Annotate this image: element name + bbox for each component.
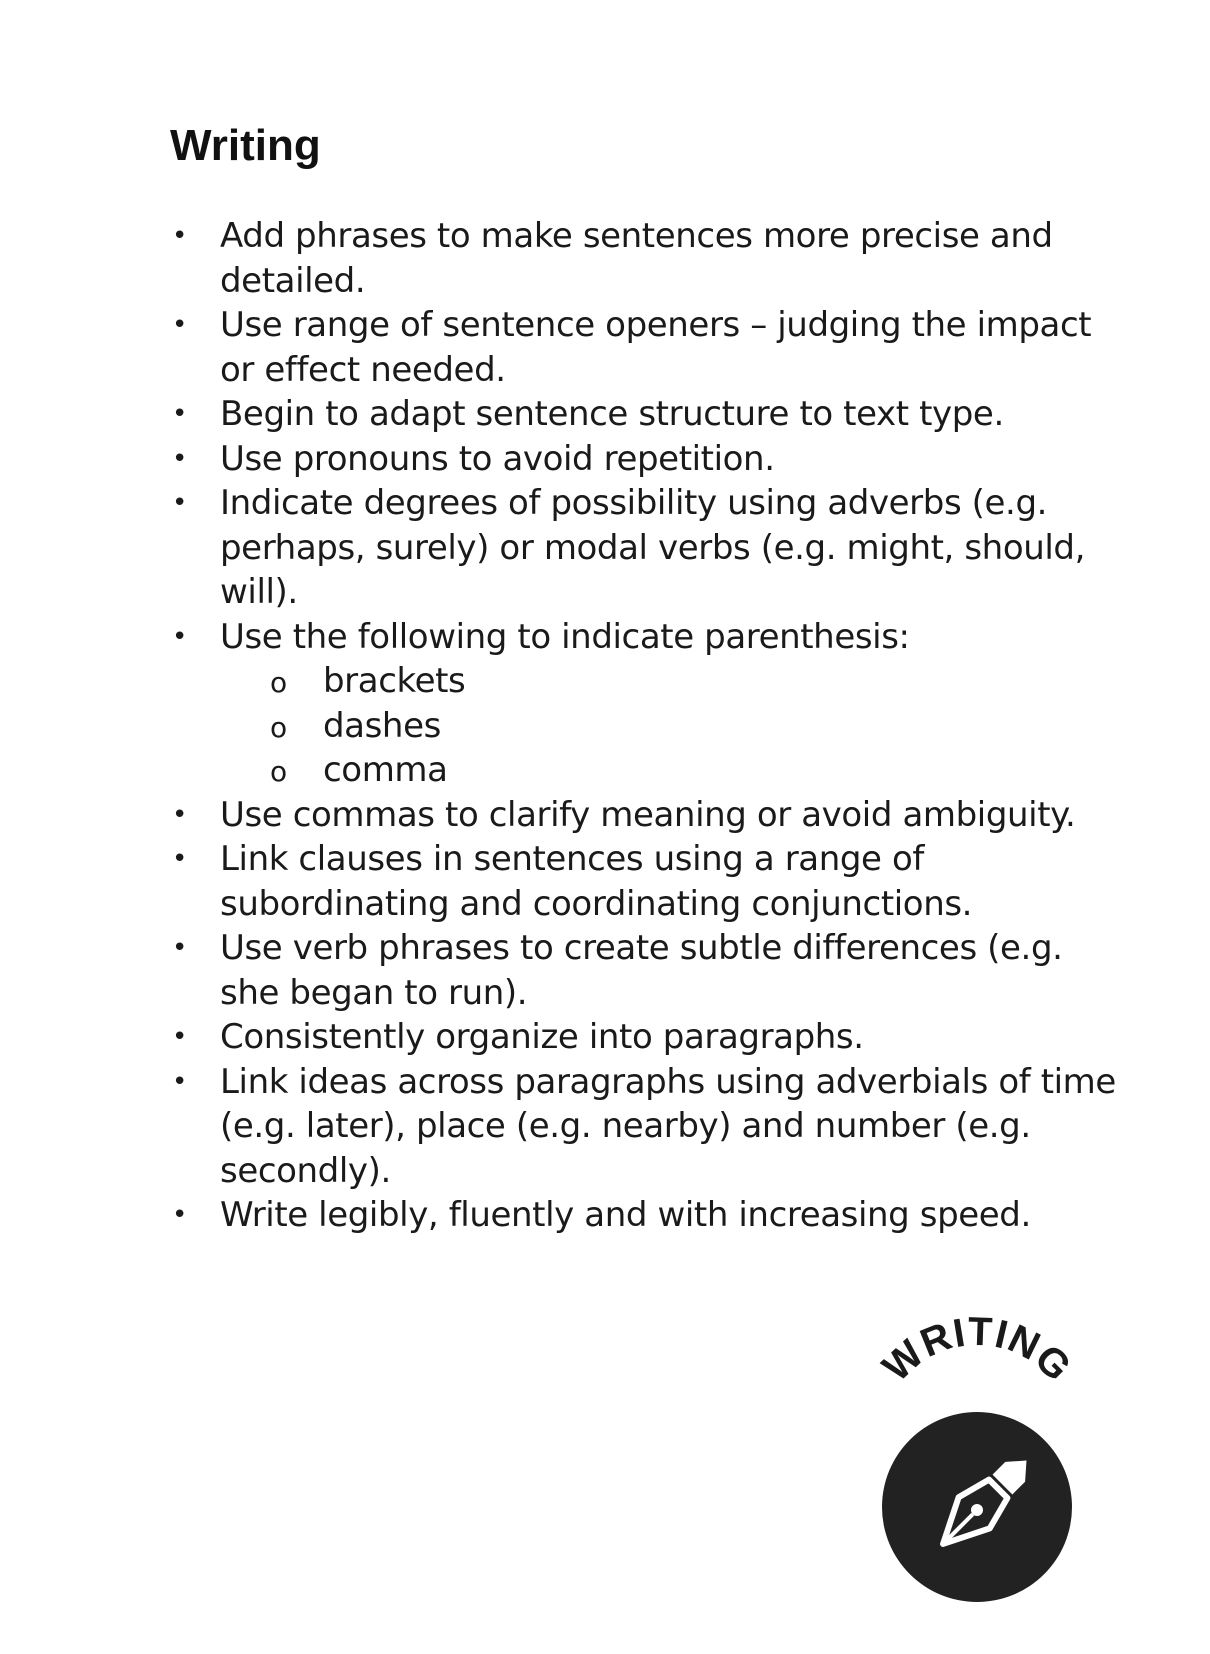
bullet-marker: • [172, 1200, 187, 1230]
list-item-text: Write legibly, fluently and with increasing speed. [220, 1195, 1031, 1235]
list-item-text: Use commas to clarify meaning or avoid ambiguity. [220, 794, 1076, 835]
sub-list-item [220, 748, 1130, 793]
list-item-text: Link ideas across paragraphs using adverbials of time (e.g. later), place (e.g. nearby) and number (e.g. secondly). [220, 1061, 1116, 1191]
list-item [170, 1015, 1130, 1060]
list-item [170, 437, 1130, 482]
sub-list-item-text: comma [323, 750, 448, 790]
list-item-text: Use range of sentence openers – judging the impact or effect needed. [220, 305, 1092, 390]
list-item [170, 837, 1130, 926]
bullet-marker: • [172, 221, 187, 251]
bullet-marker: • [172, 844, 187, 874]
bullet-marker: • [172, 1066, 187, 1097]
sub-list-item [220, 659, 1130, 704]
list-item [170, 1060, 1130, 1194]
list-item [170, 926, 1130, 1015]
bullet-marker: • [172, 443, 187, 474]
sub-bullet-marker: o [270, 666, 287, 699]
sub-bullet-marker: o [270, 755, 287, 788]
list-item-text: Use verb phrases to create subtle differences (e.g. she began to run). [220, 928, 1063, 1013]
sub-list-item [220, 704, 1130, 749]
bullet-marker: • [172, 799, 187, 830]
sub-list-item-text: dashes [323, 705, 441, 746]
sub-list [220, 659, 1130, 793]
list-item-text: Link clauses in sentences using a range of subordinating and coordinating conjunctions. [220, 839, 973, 924]
list-item [170, 303, 1130, 392]
list-item-text: Use pronouns to avoid repetition. [220, 438, 775, 479]
list-item-text: Use the following to indicate parenthesis: [220, 616, 910, 657]
writing-badge-graphic [860, 1310, 1090, 1610]
list-item-text: Indicate degrees of possibility using adverbs (e.g. perhaps, surely) or modal verbs (e.g. might, should, will). [220, 483, 1086, 612]
sub-list-item-text: brackets [323, 661, 466, 701]
sub-bullet-marker: o [270, 710, 287, 744]
list-item [170, 392, 1130, 437]
page-title: Writing [170, 121, 321, 170]
list-item-text: Begin to adapt sentence structure to text type. [220, 394, 1004, 434]
list-item [170, 481, 1130, 615]
bullet-marker: • [172, 621, 187, 652]
list-item [170, 793, 1130, 838]
badge-label: WRITING [874, 1310, 1080, 1391]
bullet-marker: • [172, 1022, 187, 1052]
list-item-text: Add phrases to make sentences more precise and detailed. [220, 216, 1053, 301]
list-item-text: Consistently organize into paragraphs. [220, 1017, 864, 1057]
bullet-marker: • [172, 310, 187, 340]
bullet-marker: • [172, 933, 187, 963]
list-item [170, 615, 1130, 793]
writing-objectives-list [170, 214, 1130, 1238]
list-item [170, 214, 1130, 303]
list-item [170, 1193, 1130, 1238]
writing-badge [860, 1310, 1090, 1610]
bullet-marker: • [172, 399, 187, 429]
bullet-marker: • [172, 488, 187, 518]
